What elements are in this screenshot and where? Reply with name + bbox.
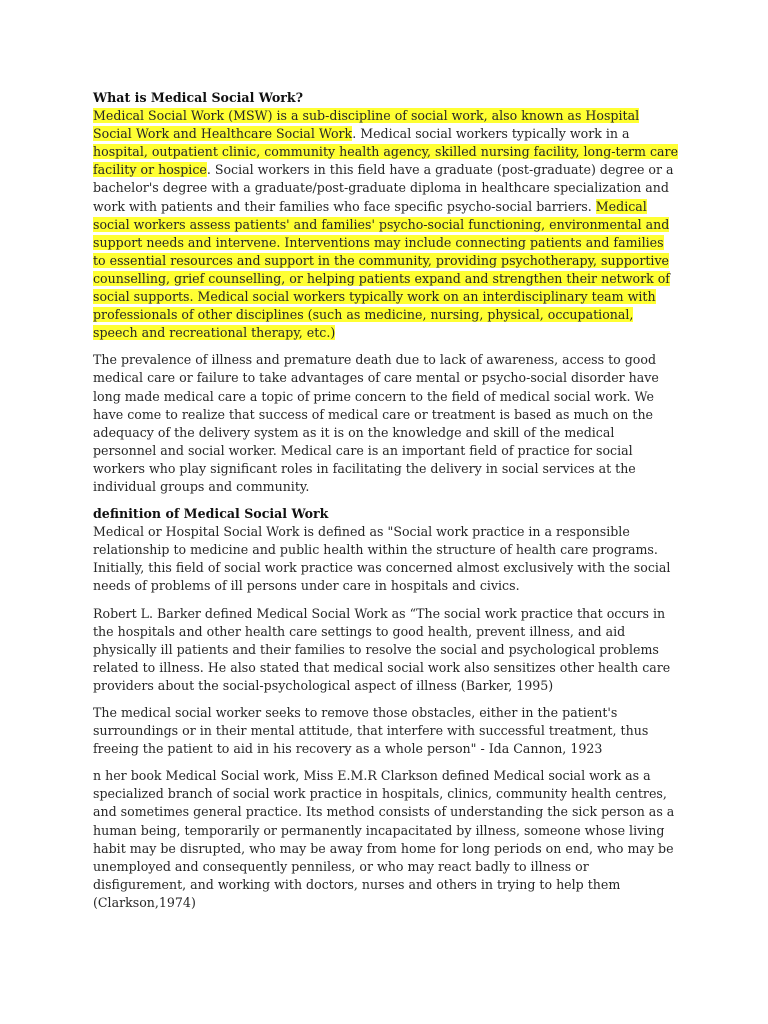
paragraph-clarkson: n her book Medical Social work, Miss E.M.R Clarkson defined Medical social work as a specialized branch of social work practice in hospitals, clinics, community health centres, and sometimes general practice. Its method consists of understanding the sick person as a human being, temporarily or permanently incapacitated by illness, someone whose living habit may be disrupted, who may be away from home for long periods on end, who may be unemployed and consequently penniless, or who may react badly to illness or disfigurement, and working with doctors, nurses and others in trying to help them (Clarkson,1974) [93, 768, 675, 910]
paragraph-cannon-quote: The medical social worker seeks to remove those obstacles, either in the patient's surroundings or in their mental attitude, that interfere with successful treatment, thus freeing the patient to aid in his recovery as a whole person" - Ida Cannon, 1923 [93, 705, 649, 757]
plain-text-qualifications: . Social workers in this field have a graduate (post-graduate) degree or a bachelor's degree with a graduate/post-graduate diploma in healthcare specialization and work with patients and their families who face specific psycho-social barriers. [93, 162, 674, 214]
section-heading-what-is-msw: What is Medical Social Work? [93, 90, 303, 105]
plain-text-workplaces-lead: . Medical social workers typically work in a [352, 126, 630, 142]
paragraph-prevalence: The prevalence of illness and premature death due to lack of awareness, access to good medical care or failure to take advantages of care mental or psycho-social disorder have long made medical care a topic of prime concern to the field of medical social work. We have come to realize that success of medical care or treatment is based as much on the adequacy of the delivery system as it is on the knowledge and skill of the medical personnel and social worker. Medical care is an important field of practice for social workers who play significant roles in facilitating the delivery in social services at the individual groups and community. [93, 352, 659, 494]
paragraph-definition: Medical or Hospital Social Work is defined as "Social work practice in a responsible relationship to medicine and public health within the structure of health care programs. Initially, this field of social work practice was concerned almost exclusively with the social needs of problems of ill persons under care in hospitals and civics. [93, 524, 671, 594]
paragraph-msw-intro [93, 107, 679, 342]
document-page [93, 89, 679, 921]
paragraph-barker: Robert L. Barker defined Medical Social Work as “The social work practice that occurs in the hospitals and other health care settings to good health, prevent illness, and aid physically ill patients and their families to resolve the social and psychological problems related to illness. He also stated that medical social work also sensitizes other health care providers about the social-psychological aspect of illness (Barker, 1995) [93, 605, 671, 693]
highlighted-text-roles: Medical social workers assess patients' and families' psycho-social functioning, environmental and support needs and intervene. Interventions may include connecting patients and families to essential resources and support in the community, providing psychotherapy, supportive counselling, grief counselling, or helping patients expand and strengthen their network of social supports. Medical social workers typically work on an interdisciplinary team with professionals of other disciplines (such as medicine, nursing, physical, occupational, speech and recreational therapy, etc.) [93, 198, 670, 341]
highlighted-text-workplaces: hospital, outpatient clinic, community health agency, skilled nursing facility, long-term care facility or hospice [93, 144, 679, 178]
section-heading-definition: definition of Medical Social Work [93, 506, 329, 522]
highlighted-text-definition: Medical Social Work (MSW) is a sub-discipline of social work, also known as Hospital Social Work and Healthcare Social Work [93, 108, 640, 142]
